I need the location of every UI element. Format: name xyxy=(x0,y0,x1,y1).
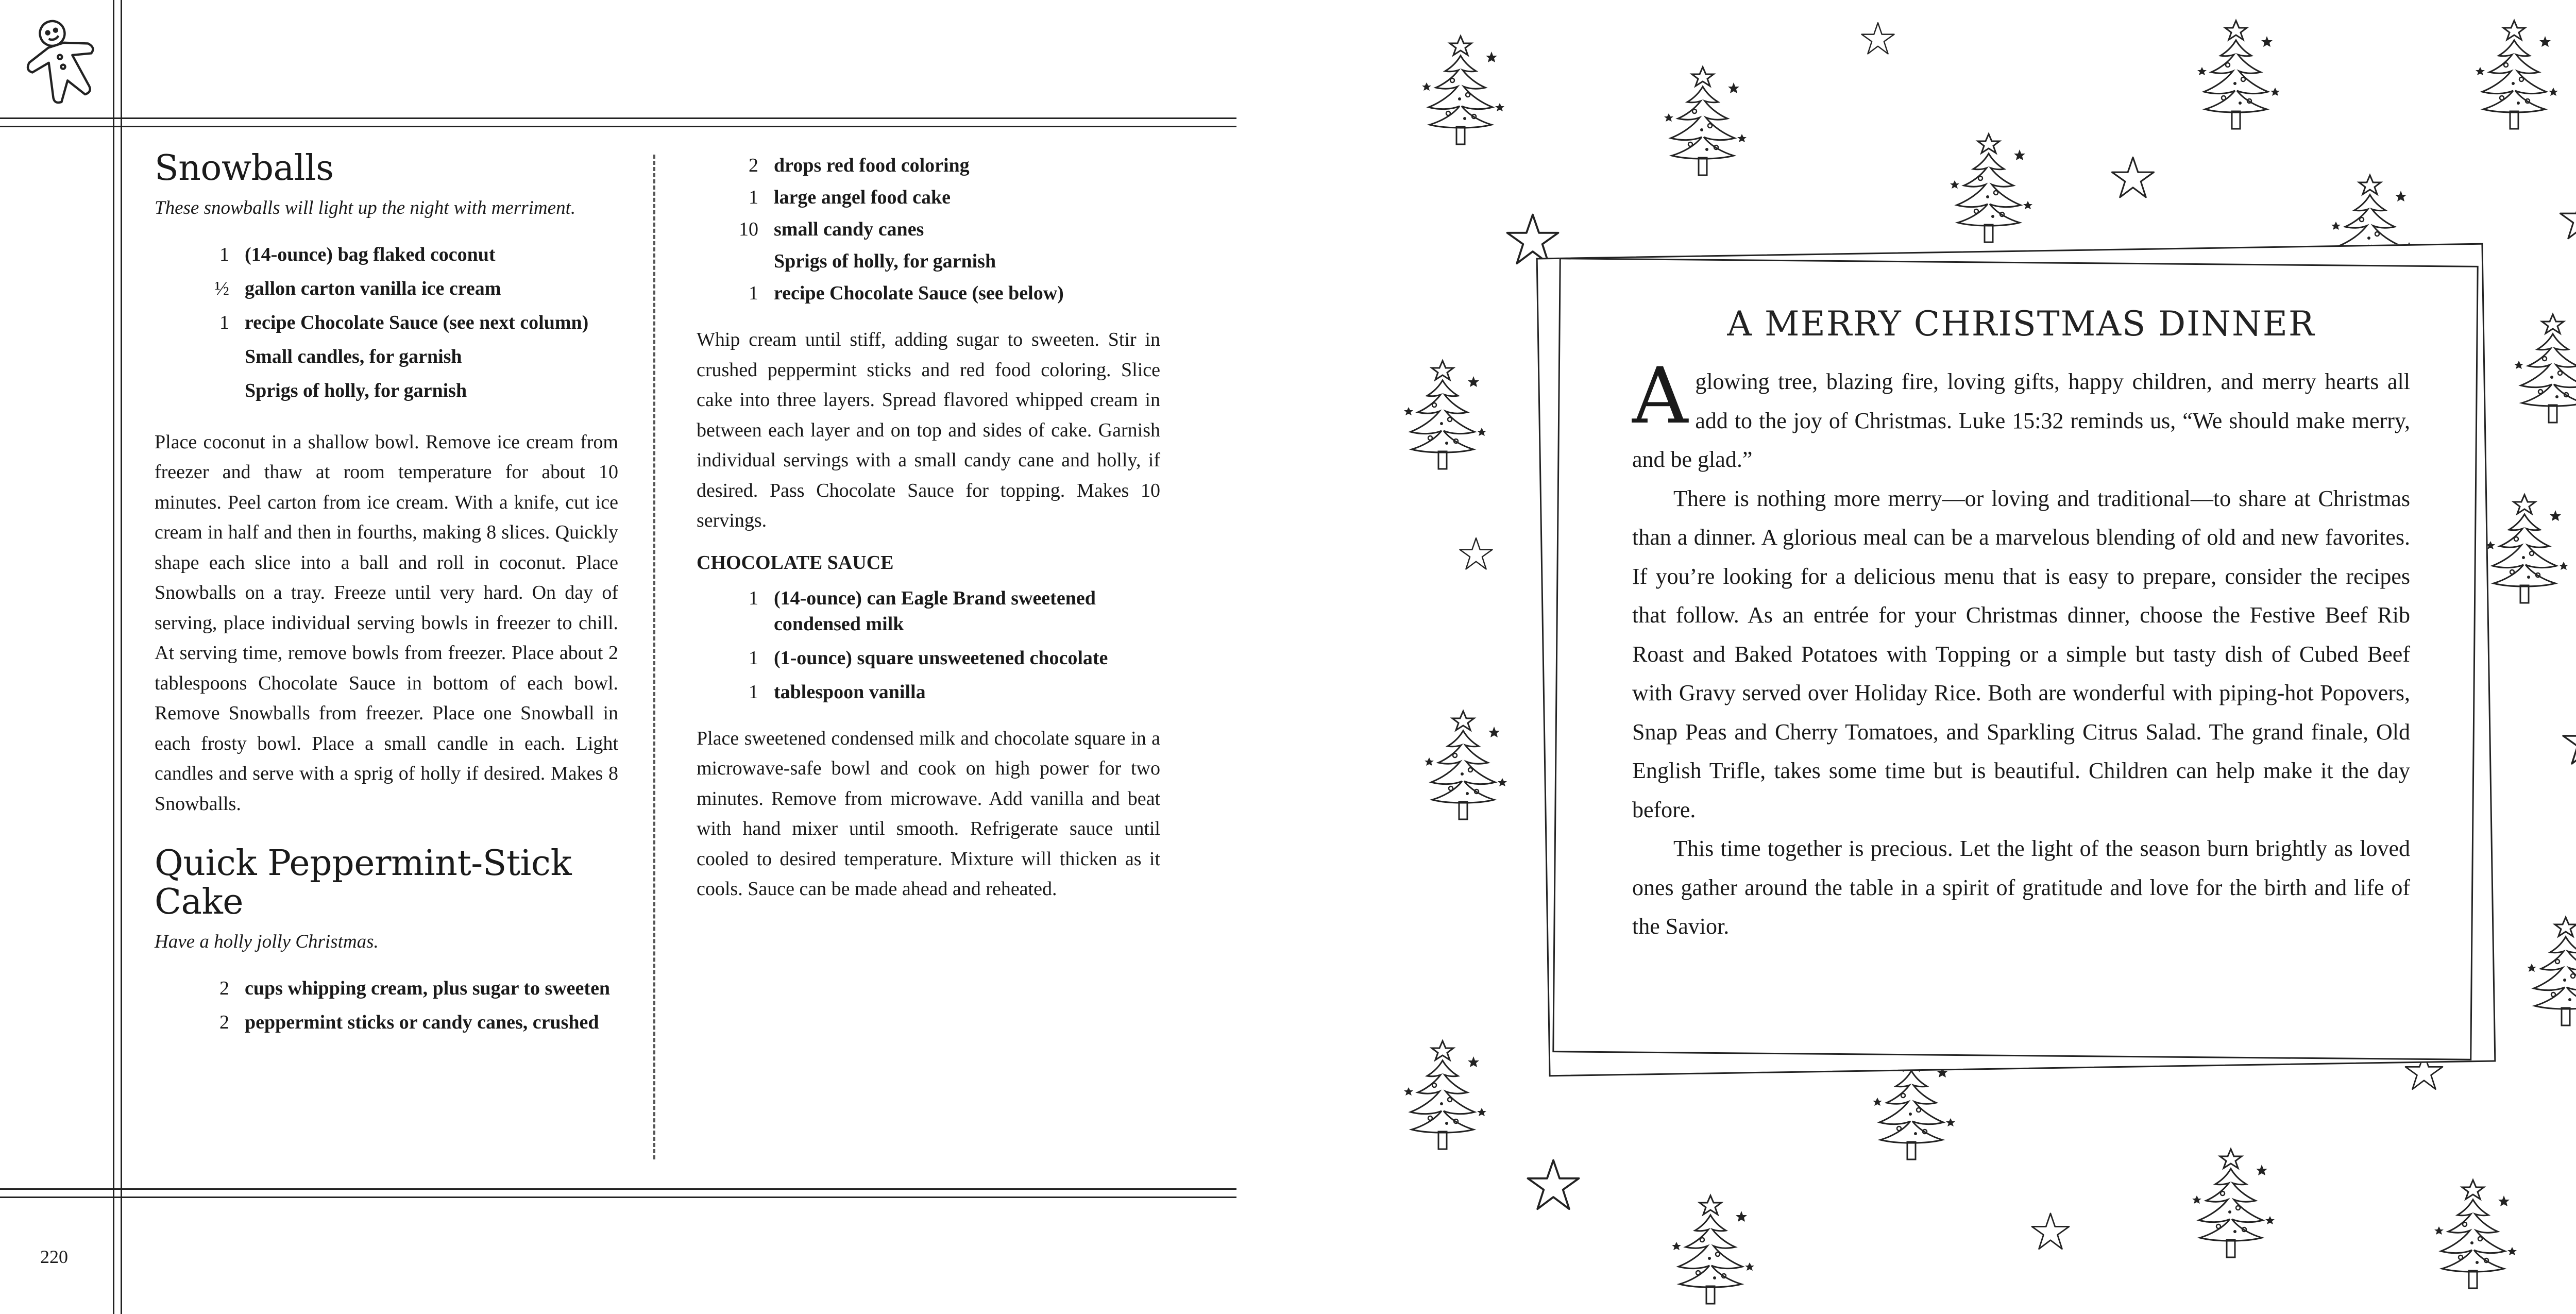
drop-cap: A xyxy=(1632,351,1688,441)
star-icon xyxy=(1458,536,1494,572)
ingredient-text: small candy canes xyxy=(774,218,924,240)
ingredient-row xyxy=(697,216,1160,242)
ingredient-row xyxy=(697,248,1160,274)
chocolate-sauce-directions: Place sweetened condensed milk and chocolate square in a microwave-safe bowl and cook on high power for two minutes. Remove from microwave. Add vanilla and beat with hand mixer until smooth. Refrigerate sauce until cooled to desired temperature. Mixture will thicken as it cools. Sauce can be made ahead and reheated. xyxy=(697,727,1160,900)
ingredient-text: recipe Chocolate Sauce (see next column) xyxy=(245,311,589,333)
ingredient-row xyxy=(155,344,618,369)
christmas-tree-icon xyxy=(2184,15,2287,139)
column-divider xyxy=(653,155,655,1159)
top-rule-2 xyxy=(0,126,1236,127)
christmas-tree-icon xyxy=(1937,129,2040,252)
ingredient-row xyxy=(155,1009,618,1035)
ingredient-row xyxy=(697,645,1160,671)
dinner-title: A MERRY CHRISTMAS DINNER xyxy=(1727,304,2315,344)
ingredient-text: recipe Chocolate Sauce (see below) xyxy=(774,282,1064,304)
ingredient-qty xyxy=(697,248,774,274)
ingredient-text: cups whipping cream, plus sugar to sweeten xyxy=(245,977,611,999)
christmas-tree-icon xyxy=(1659,1190,1762,1314)
ingredient-qty: 2 xyxy=(219,977,229,999)
ingredient-qty: 10 xyxy=(739,218,758,240)
ingredient-row xyxy=(697,280,1160,306)
peppermint-cake-title: Quick Peppermint-Stick Cake xyxy=(155,843,572,923)
chocolate-sauce-heading: CHOCOLATE SAUCE xyxy=(697,551,894,574)
christmas-tree-icon xyxy=(2463,15,2566,139)
christmas-tree-icon xyxy=(1412,706,1515,830)
christmas-tree-icon xyxy=(2179,1144,2282,1268)
ingredient-row xyxy=(697,585,1160,637)
ingredient-row xyxy=(155,975,618,1001)
ingredient-qty: 2 xyxy=(219,1011,229,1033)
peppermint-cake-directions: Whip cream until stiff, adding sugar to sweeten. Stir in crushed peppermint sticks and red food coloring. Slice cake into three layers. Spread flavored whipped cream in between each layer and on top and sides of cake. Garnish individual servings with a small candy cane and holly, if desired. Pass Chocolate Sauce for topping. Makes 10 servings. xyxy=(697,329,1160,531)
christmas-tree-icon xyxy=(2501,309,2576,433)
ingredient-text: gallon carton vanilla ice cream xyxy=(245,277,501,299)
column-2 xyxy=(697,153,1160,920)
christmas-tree-icon xyxy=(1391,356,1494,479)
ingredient-text: Sprigs of holly, for garnish xyxy=(774,250,996,272)
star-icon xyxy=(2110,155,2156,201)
star-icon xyxy=(2030,1211,2071,1252)
dinner-paragraph-1 xyxy=(1632,351,2410,479)
ingredient-qty: 2 xyxy=(749,155,758,176)
peppermint-cake-ingredients-2 xyxy=(697,153,1160,306)
ingredient-text: (14-ounce) can Eagle Brand sweetened condensed milk xyxy=(774,587,1096,635)
ingredient-qty: 1 xyxy=(749,587,758,609)
ingredient-qty xyxy=(155,378,245,403)
gingerbread-man-icon xyxy=(10,11,113,114)
bottom-rule-2 xyxy=(0,1197,1236,1198)
christmas-tree-icon xyxy=(2421,1175,2524,1299)
ingredient-text: large angel food cake xyxy=(774,187,951,208)
christmas-tree-icon xyxy=(1409,31,1512,155)
side-rule-1 xyxy=(113,0,114,1314)
christmas-tree-icon xyxy=(1651,62,1754,186)
ingredient-text: (14-ounce) bag flaked coconut xyxy=(245,243,496,265)
peppermint-cake-ingredients-1 xyxy=(155,975,618,1035)
column-1 xyxy=(155,149,618,1059)
christmas-tree-icon xyxy=(1391,1036,1494,1159)
ingredient-row xyxy=(155,310,618,335)
ingredient-row xyxy=(155,276,618,301)
star-icon xyxy=(2558,196,2576,242)
ingredient-qty: 1 xyxy=(219,311,229,333)
ingredient-row xyxy=(155,242,618,267)
dinner-paragraph-3: This time together is precious. Let the light of the season burn brightly as loved ones gather around the table in a spirit of gratitude and love for the birth and life of the Savior. xyxy=(1632,836,2410,939)
ingredient-qty: 1 xyxy=(749,681,758,703)
ingredient-text: drops red food coloring xyxy=(774,155,970,176)
ingredient-text: tablespoon vanilla xyxy=(774,681,926,703)
star-icon xyxy=(1860,21,1896,57)
peppermint-cake-intro: Have a holly jolly Christmas. xyxy=(155,931,379,952)
ingredient-qty: ½ xyxy=(214,277,229,299)
ingredient-qty: 1 xyxy=(219,243,229,265)
snowballs-intro: These snowballs will light up the night with merriment. xyxy=(155,197,576,218)
ingredient-row xyxy=(697,153,1160,178)
side-rule-2 xyxy=(121,0,122,1314)
ingredient-qty xyxy=(155,344,245,369)
ingredient-row xyxy=(155,378,618,403)
bottom-rule-1 xyxy=(0,1188,1236,1190)
top-rule-1 xyxy=(0,117,1236,119)
ingredient-text: Sprigs of holly, for garnish xyxy=(245,379,467,401)
chocolate-sauce-ingredients xyxy=(697,585,1160,705)
snowballs-directions: Place coconut in a shallow bowl. Remove ice cream from freezer and thaw at room temperature for about 10 minutes. Peel carton from ice cream. With a knife, cut ice cream in half and then in fourths, making 8 slices. Quickly shape each slice into a ball and roll in coconut. Place Snowballs on a tray. Freeze until very hard. On day of serving, place individual serving bowls in freezer to chill. At serving time, remove bowls from freezer. Place about 2 tablespoons Chocolate Sauce in bottom of each bowl. Remove Snowballs from freezer. Place one Snowball in each frosty bowl. Place a small candle in each. Light candles and serve with a sprig of holly if desired. Makes 8 Snowballs. xyxy=(155,431,618,815)
ingredient-row xyxy=(697,184,1160,210)
paragraph-1-text: glowing tree, blazing fire, loving gifts, happy children, and merry hearts all add to the joy of Christmas. Luke 15:32 reminds us, “We should make merry, and be glad.” xyxy=(1632,369,2410,472)
ingredient-text: (1-ounce) square unsweetened chocolate xyxy=(774,647,1108,669)
christmas-tree-icon xyxy=(2514,912,2576,1036)
snowballs-title: Snowballs xyxy=(155,148,334,189)
dinner-paragraph-2: There is nothing more merry—or loving and traditional—to share at Christmas than a dinner. A glorious meal can be a marvelous blending of old and new favorites. If you’re looking for a delicious menu that is easy to prepare, consider the recipes that follow. As an entrée for your Christmas dinner, choose the Festive Beef Rib Roast and Baked Potatoes with Topping or a simple but tasty dish of Cubed Beef with Gravy served over Holiday Rice. Both are wonderful with piping-hot Popovers, Snap Peas and Cherry Tomatoes, and Sparkling Citrus Salad. The grand finale, Old English Trifle, takes some time but is beautiful. Children can help make it the day before. xyxy=(1632,485,2410,822)
snowballs-ingredients xyxy=(155,242,618,403)
page-number: 220 xyxy=(40,1246,68,1267)
ingredient-row xyxy=(697,679,1160,705)
star-icon xyxy=(2561,716,2576,768)
ingredient-text: Small candles, for garnish xyxy=(245,345,462,367)
ingredient-qty: 1 xyxy=(749,647,758,669)
ingredient-text: peppermint sticks or candy canes, crushed xyxy=(245,1011,599,1033)
star-icon xyxy=(1525,1157,1582,1214)
dinner-intro xyxy=(1632,304,2410,946)
ingredient-qty: 1 xyxy=(749,187,758,208)
ingredient-qty: 1 xyxy=(749,282,758,304)
